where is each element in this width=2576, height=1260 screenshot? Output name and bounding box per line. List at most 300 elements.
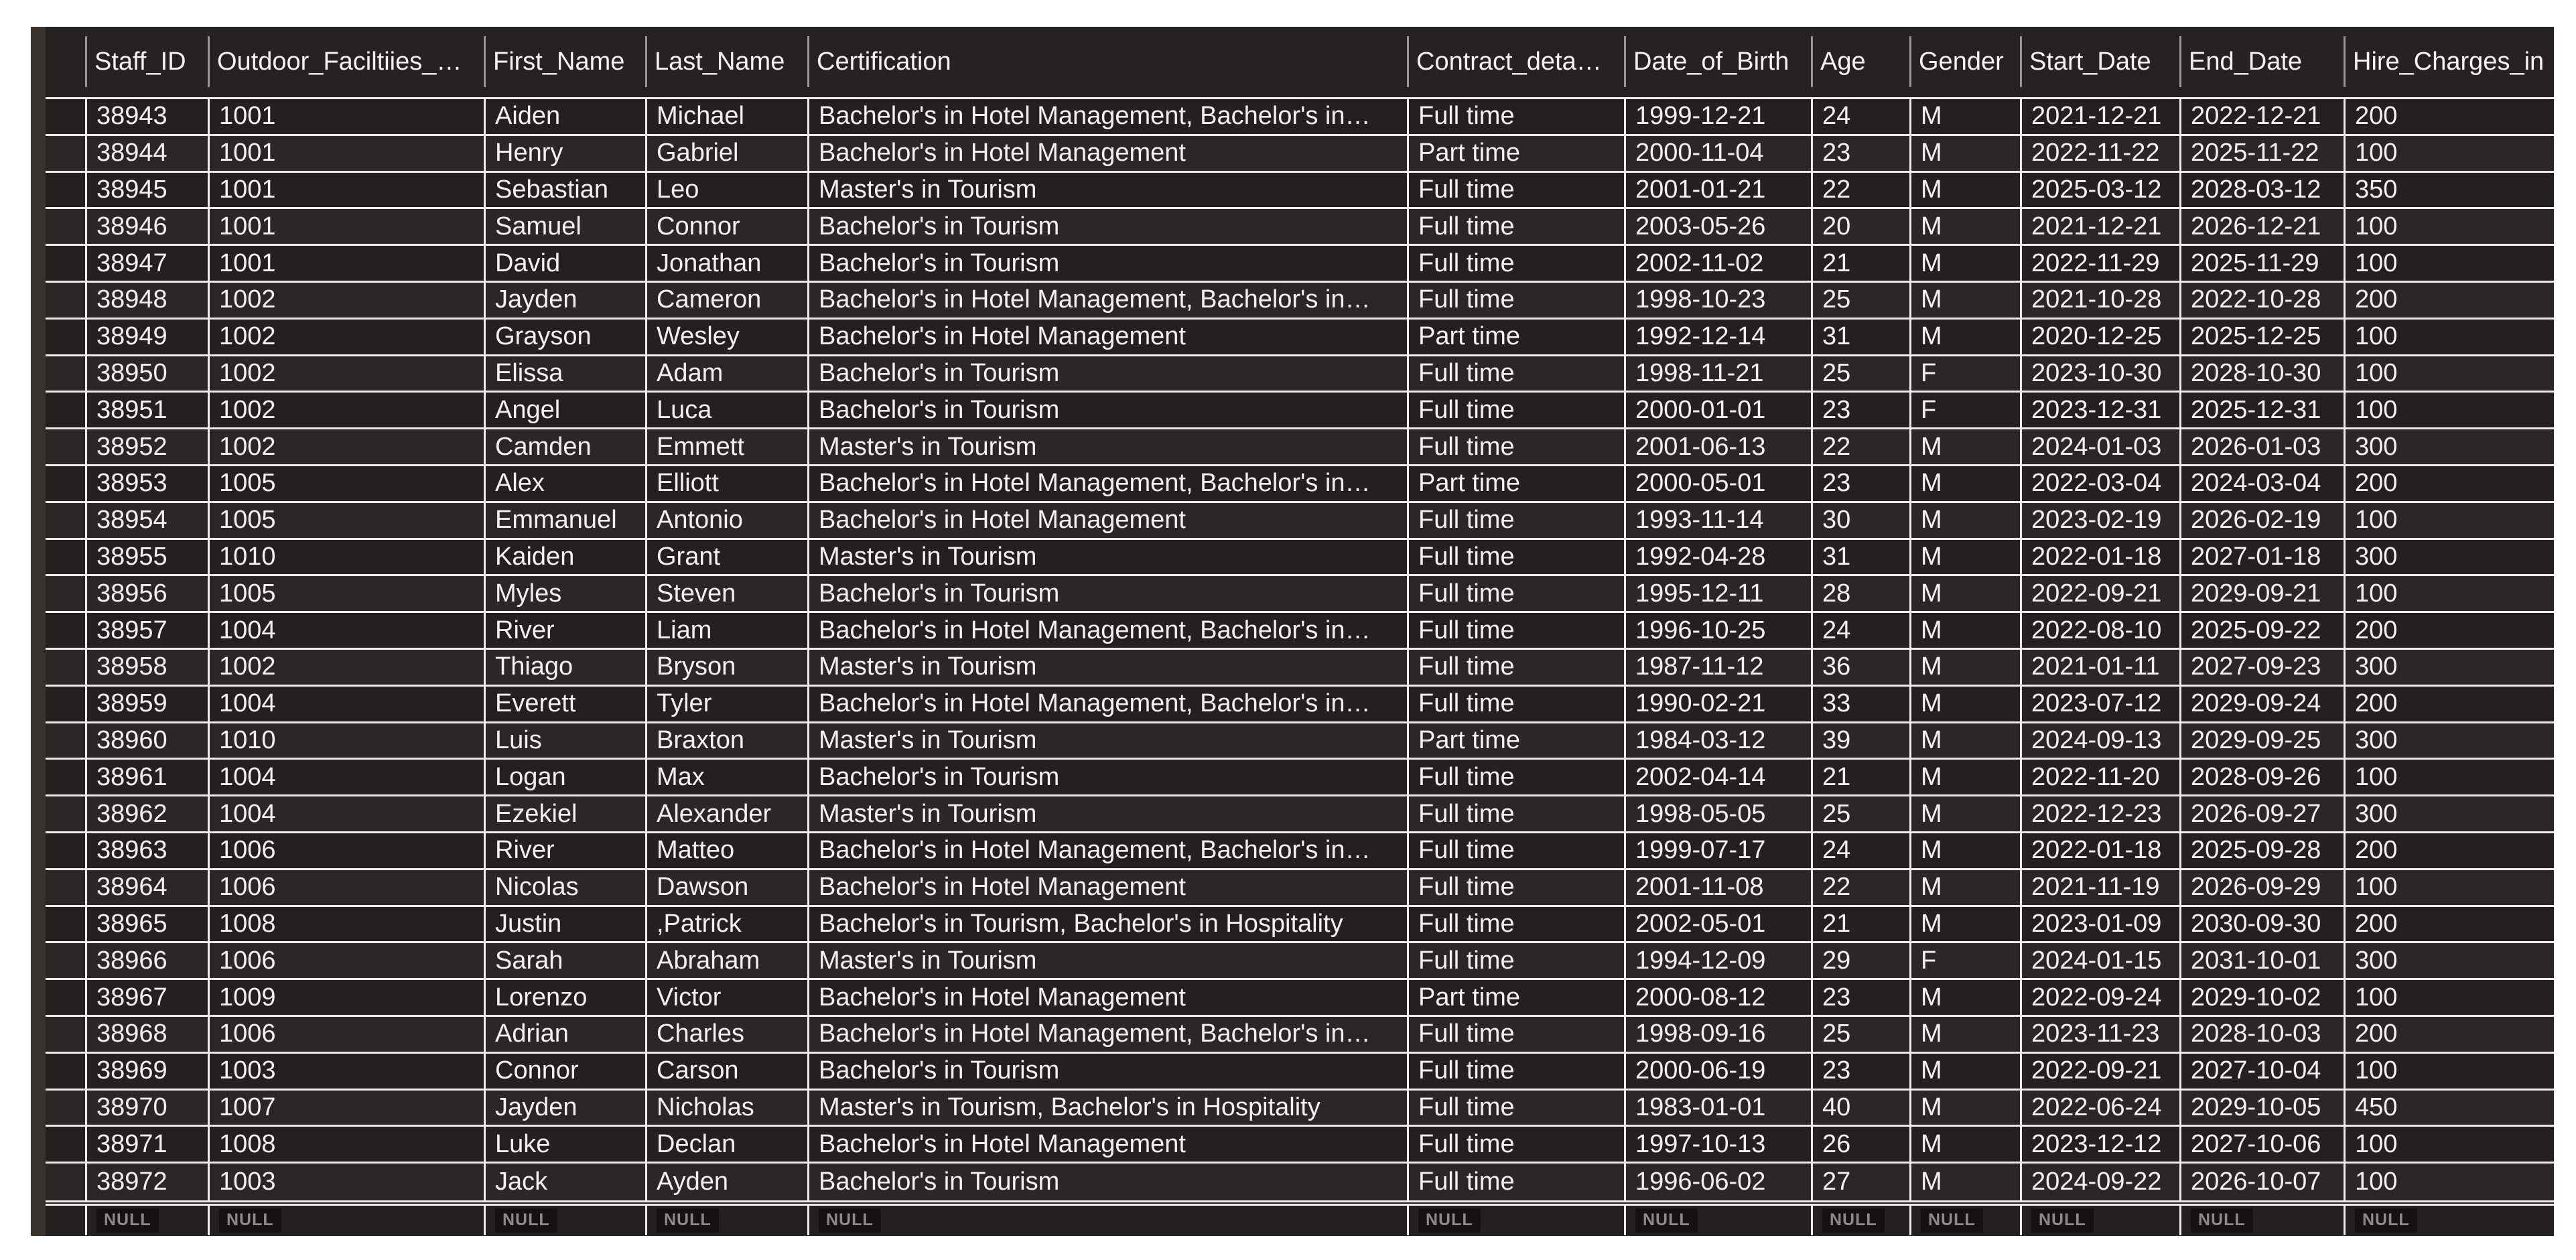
cell-end-date[interactable]: 2024-03-04 [2179,466,2344,501]
cell-contract-details[interactable]: Part time [1407,136,1624,171]
cell-end-date[interactable]: 2027-01-18 [2179,540,2344,575]
cell-date-of-birth[interactable]: 1999-12-21 [1624,99,1811,134]
cell-start-date[interactable]: 2023-07-12 [2020,687,2179,721]
cell-contract-details[interactable]: Full time [1407,613,1624,648]
cell-date-of-birth[interactable]: 2000-05-01 [1624,466,1811,501]
cell-last-name[interactable]: Alexander [645,796,807,831]
cell-certification[interactable]: Bachelor's in Hotel Management [807,503,1407,538]
cell-last-name[interactable]: Victor [645,980,807,1015]
cell-last-name[interactable]: Abraham [645,943,807,978]
cell-last-name[interactable]: Matteo [645,833,807,868]
cell-age[interactable]: 23 [1811,466,1909,501]
cell-start-date[interactable]: 2023-02-19 [2020,503,2179,538]
cell-hire-charges[interactable]: 350 [2344,173,2554,208]
cell-date-of-birth[interactable]: 1994-12-09 [1624,943,1811,978]
cell-start-date[interactable]: 2024-09-22 [2020,1164,2179,1200]
cell-last-name[interactable]: Ayden [645,1164,807,1200]
cell-certification[interactable]: Master's in Tourism [807,173,1407,208]
cell-age[interactable]: 24 [1811,99,1909,134]
cell-age[interactable]: 36 [1811,650,1909,685]
cell-last-name[interactable]: Dawson [645,870,807,905]
cell-age[interactable]: 21 [1811,760,1909,794]
cell-end-date[interactable]: 2030-09-30 [2179,907,2344,942]
cell-gender[interactable]: F [1909,943,2020,978]
cell-end-date[interactable]: 2025-11-29 [2179,246,2344,281]
cell-last-name[interactable]: Jonathan [645,246,807,281]
cell-staff-id[interactable]: 38955 [85,540,208,575]
cell-start-date[interactable]: 2021-01-11 [2020,650,2179,685]
cell-last-name[interactable]: Nicholas [645,1091,807,1125]
cell-contract-details[interactable]: Full time [1407,870,1624,905]
cell-date-of-birth[interactable]: 1992-04-28 [1624,540,1811,575]
null-cell[interactable] [645,1206,807,1235]
cell-contract-details[interactable]: Part time [1407,980,1624,1015]
cell-contract-details[interactable]: Full time [1407,796,1624,831]
cell-last-name[interactable]: Carson [645,1054,807,1089]
cell-date-of-birth[interactable]: 2002-05-01 [1624,907,1811,942]
cell-last-name[interactable]: Braxton [645,723,807,758]
cell-outdoor-facilities[interactable]: 1001 [208,209,484,244]
null-cell[interactable] [1811,1206,1909,1235]
cell-date-of-birth[interactable]: 2001-06-13 [1624,429,1811,464]
cell-last-name[interactable]: Bryson [645,650,807,685]
column-header-first-name[interactable]: First_Name [484,27,645,97]
cell-hire-charges[interactable]: 100 [2344,1127,2554,1162]
cell-outdoor-facilities[interactable]: 1004 [208,760,484,794]
cell-last-name[interactable]: Adam [645,356,807,391]
cell-end-date[interactable]: 2028-10-30 [2179,356,2344,391]
cell-outdoor-facilities[interactable]: 1001 [208,246,484,281]
cell-outdoor-facilities[interactable]: 1006 [208,833,484,868]
cell-hire-charges[interactable]: 100 [2344,1054,2554,1089]
cell-certification[interactable]: Bachelor's in Hotel Management, Bachelor's in… [807,1017,1407,1052]
cell-contract-details[interactable]: Full time [1407,760,1624,794]
null-cell[interactable] [1407,1206,1624,1235]
cell-first-name[interactable]: Ezekiel [484,796,645,831]
cell-start-date[interactable]: 2023-12-31 [2020,393,2179,427]
cell-contract-details[interactable]: Part time [1407,320,1624,354]
cell-outdoor-facilities[interactable]: 1003 [208,1054,484,1089]
cell-start-date[interactable]: 2023-12-12 [2020,1127,2179,1162]
cell-staff-id[interactable]: 38958 [85,650,208,685]
cell-certification[interactable]: Bachelor's in Hotel Management [807,136,1407,171]
cell-start-date[interactable]: 2023-10-30 [2020,356,2179,391]
cell-contract-details[interactable]: Full time [1407,943,1624,978]
cell-contract-details[interactable]: Full time [1407,283,1624,318]
cell-gender[interactable]: M [1909,540,2020,575]
cell-contract-details[interactable]: Full time [1407,576,1624,611]
null-cell[interactable] [2179,1206,2344,1235]
null-cell[interactable] [2020,1206,2179,1235]
cell-start-date[interactable]: 2022-08-10 [2020,613,2179,648]
column-header-date-of-birth[interactable]: Date_of_Birth [1624,27,1811,97]
column-header-outdoor-facilities[interactable]: Outdoor_Faciltiies_… [208,27,484,97]
cell-certification[interactable]: Bachelor's in Hotel Management [807,980,1407,1015]
cell-date-of-birth[interactable]: 1998-11-21 [1624,356,1811,391]
cell-staff-id[interactable]: 38968 [85,1017,208,1052]
cell-staff-id[interactable]: 38963 [85,833,208,868]
cell-staff-id[interactable]: 38965 [85,907,208,942]
cell-staff-id[interactable]: 38961 [85,760,208,794]
cell-first-name[interactable]: Jack [484,1164,645,1200]
cell-gender[interactable]: M [1909,687,2020,721]
cell-hire-charges[interactable]: 450 [2344,1091,2554,1125]
cell-certification[interactable]: Bachelor's in Tourism, Bachelor's in Hospitality [807,907,1407,942]
cell-staff-id[interactable]: 38945 [85,173,208,208]
cell-hire-charges[interactable]: 100 [2344,136,2554,171]
cell-last-name[interactable]: Max [645,760,807,794]
cell-first-name[interactable]: Lorenzo [484,980,645,1015]
cell-last-name[interactable]: Emmett [645,429,807,464]
cell-staff-id[interactable]: 38964 [85,870,208,905]
cell-first-name[interactable]: Connor [484,1054,645,1089]
cell-outdoor-facilities[interactable]: 1006 [208,1017,484,1052]
cell-last-name[interactable]: Declan [645,1127,807,1162]
cell-date-of-birth[interactable]: 2001-11-08 [1624,870,1811,905]
cell-certification[interactable]: Bachelor's in Hotel Management, Bachelor's in… [807,283,1407,318]
cell-last-name[interactable]: Luca [645,393,807,427]
cell-hire-charges[interactable]: 100 [2344,320,2554,354]
cell-outdoor-facilities[interactable]: 1001 [208,136,484,171]
cell-hire-charges[interactable]: 100 [2344,870,2554,905]
cell-first-name[interactable]: Grayson [484,320,645,354]
cell-end-date[interactable]: 2029-09-25 [2179,723,2344,758]
cell-start-date[interactable]: 2022-01-18 [2020,833,2179,868]
cell-age[interactable]: 25 [1811,796,1909,831]
cell-hire-charges[interactable]: 100 [2344,356,2554,391]
cell-first-name[interactable]: Sarah [484,943,645,978]
column-header-hire-charges[interactable]: Hire_Charges_in [2344,27,2554,97]
cell-end-date[interactable]: 2029-10-02 [2179,980,2344,1015]
null-cell[interactable] [208,1206,484,1235]
cell-hire-charges[interactable]: 100 [2344,503,2554,538]
cell-age[interactable]: 24 [1811,833,1909,868]
cell-date-of-birth[interactable]: 1999-07-17 [1624,833,1811,868]
cell-staff-id[interactable]: 38952 [85,429,208,464]
cell-hire-charges[interactable]: 200 [2344,833,2554,868]
cell-staff-id[interactable]: 38946 [85,209,208,244]
cell-staff-id[interactable]: 38944 [85,136,208,171]
cell-first-name[interactable]: Samuel [484,209,645,244]
cell-date-of-birth[interactable]: 2002-11-02 [1624,246,1811,281]
cell-certification[interactable]: Bachelor's in Tourism [807,393,1407,427]
cell-age[interactable]: 21 [1811,907,1909,942]
cell-last-name[interactable]: ,Patrick [645,907,807,942]
cell-outdoor-facilities[interactable]: 1004 [208,613,484,648]
column-header-staff-id[interactable]: Staff_ID [85,27,208,97]
cell-hire-charges[interactable]: 200 [2344,99,2554,134]
cell-contract-details[interactable]: Full time [1407,650,1624,685]
cell-end-date[interactable]: 2025-09-22 [2179,613,2344,648]
cell-contract-details[interactable]: Full time [1407,907,1624,942]
cell-hire-charges[interactable]: 300 [2344,723,2554,758]
cell-outdoor-facilities[interactable]: 1004 [208,796,484,831]
cell-staff-id[interactable]: 38943 [85,99,208,134]
column-header-end-date[interactable]: End_Date [2179,27,2344,97]
cell-outdoor-facilities[interactable]: 1002 [208,650,484,685]
cell-start-date[interactable]: 2021-12-21 [2020,209,2179,244]
cell-gender[interactable]: M [1909,320,2020,354]
cell-certification[interactable]: Bachelor's in Hotel Management, Bachelor's in… [807,99,1407,134]
cell-gender[interactable]: M [1909,870,2020,905]
cell-start-date[interactable]: 2020-12-25 [2020,320,2179,354]
cell-outdoor-facilities[interactable]: 1003 [208,1164,484,1200]
cell-outdoor-facilities[interactable]: 1002 [208,356,484,391]
cell-start-date[interactable]: 2022-11-22 [2020,136,2179,171]
cell-hire-charges[interactable]: 300 [2344,943,2554,978]
cell-gender[interactable]: F [1909,356,2020,391]
cell-staff-id[interactable]: 38957 [85,613,208,648]
cell-date-of-birth[interactable]: 2003-05-26 [1624,209,1811,244]
cell-first-name[interactable]: Luis [484,723,645,758]
cell-date-of-birth[interactable]: 1998-09-16 [1624,1017,1811,1052]
cell-end-date[interactable]: 2029-09-24 [2179,687,2344,721]
cell-first-name[interactable]: Logan [484,760,645,794]
cell-start-date[interactable]: 2024-01-15 [2020,943,2179,978]
cell-start-date[interactable]: 2024-09-13 [2020,723,2179,758]
cell-outdoor-facilities[interactable]: 1001 [208,173,484,208]
cell-start-date[interactable]: 2022-12-23 [2020,796,2179,831]
cell-hire-charges[interactable]: 200 [2344,687,2554,721]
cell-first-name[interactable]: Jayden [484,1091,645,1125]
cell-date-of-birth[interactable]: 1993-11-14 [1624,503,1811,538]
cell-outdoor-facilities[interactable]: 1005 [208,466,484,501]
cell-hire-charges[interactable]: 100 [2344,393,2554,427]
cell-gender[interactable]: M [1909,429,2020,464]
cell-start-date[interactable]: 2022-06-24 [2020,1091,2179,1125]
cell-hire-charges[interactable]: 200 [2344,466,2554,501]
cell-staff-id[interactable]: 38956 [85,576,208,611]
cell-first-name[interactable]: Sebastian [484,173,645,208]
cell-certification[interactable]: Bachelor's in Tourism [807,1054,1407,1089]
cell-outdoor-facilities[interactable]: 1004 [208,687,484,721]
cell-age[interactable]: 23 [1811,1054,1909,1089]
cell-outdoor-facilities[interactable]: 1010 [208,723,484,758]
cell-contract-details[interactable]: Part time [1407,723,1624,758]
cell-staff-id[interactable]: 38950 [85,356,208,391]
cell-start-date[interactable]: 2021-10-28 [2020,283,2179,318]
cell-first-name[interactable]: Justin [484,907,645,942]
cell-age[interactable]: 31 [1811,320,1909,354]
cell-certification[interactable]: Bachelor's in Hotel Management, Bachelor's in… [807,613,1407,648]
cell-contract-details[interactable]: Full time [1407,356,1624,391]
cell-outdoor-facilities[interactable]: 1002 [208,320,484,354]
cell-gender[interactable]: M [1909,907,2020,942]
cell-hire-charges[interactable]: 200 [2344,283,2554,318]
cell-first-name[interactable]: Kaiden [484,540,645,575]
null-cell[interactable] [484,1206,645,1235]
cell-contract-details[interactable]: Full time [1407,833,1624,868]
cell-contract-details[interactable]: Part time [1407,466,1624,501]
cell-outdoor-facilities[interactable]: 1007 [208,1091,484,1125]
cell-first-name[interactable]: Alex [484,466,645,501]
cell-certification[interactable]: Master's in Tourism [807,796,1407,831]
cell-age[interactable]: 23 [1811,393,1909,427]
cell-staff-id[interactable]: 38967 [85,980,208,1015]
cell-contract-details[interactable]: Full time [1407,173,1624,208]
cell-age[interactable]: 20 [1811,209,1909,244]
cell-hire-charges[interactable]: 100 [2344,209,2554,244]
cell-certification[interactable]: Bachelor's in Hotel Management, Bachelor's in… [807,687,1407,721]
cell-end-date[interactable]: 2025-11-22 [2179,136,2344,171]
cell-certification[interactable]: Master's in Tourism [807,540,1407,575]
cell-age[interactable]: 23 [1811,136,1909,171]
cell-last-name[interactable]: Elliott [645,466,807,501]
cell-start-date[interactable]: 2022-11-29 [2020,246,2179,281]
cell-age[interactable]: 40 [1811,1091,1909,1125]
cell-staff-id[interactable]: 38954 [85,503,208,538]
cell-age[interactable]: 21 [1811,246,1909,281]
cell-gender[interactable]: M [1909,760,2020,794]
cell-end-date[interactable]: 2025-12-25 [2179,320,2344,354]
cell-start-date[interactable]: 2022-09-21 [2020,576,2179,611]
cell-outdoor-facilities[interactable]: 1002 [208,283,484,318]
cell-certification[interactable]: Bachelor's in Hotel Management [807,320,1407,354]
cell-certification[interactable]: Master's in Tourism [807,723,1407,758]
null-cell[interactable] [85,1206,208,1235]
cell-certification[interactable]: Bachelor's in Tourism [807,576,1407,611]
cell-contract-details[interactable]: Full time [1407,1164,1624,1200]
cell-gender[interactable]: M [1909,246,2020,281]
cell-hire-charges[interactable]: 300 [2344,650,2554,685]
cell-gender[interactable]: M [1909,650,2020,685]
cell-certification[interactable]: Master's in Tourism [807,650,1407,685]
cell-staff-id[interactable]: 38962 [85,796,208,831]
cell-outdoor-facilities[interactable]: 1002 [208,429,484,464]
cell-last-name[interactable]: Liam [645,613,807,648]
cell-staff-id[interactable]: 38970 [85,1091,208,1125]
null-cell[interactable] [1909,1206,2020,1235]
cell-end-date[interactable]: 2026-01-03 [2179,429,2344,464]
cell-date-of-birth[interactable]: 1996-10-25 [1624,613,1811,648]
cell-contract-details[interactable]: Full time [1407,246,1624,281]
cell-contract-details[interactable]: Full time [1407,99,1624,134]
cell-end-date[interactable]: 2025-09-28 [2179,833,2344,868]
cell-age[interactable]: 24 [1811,613,1909,648]
cell-hire-charges[interactable]: 100 [2344,246,2554,281]
cell-gender[interactable]: M [1909,99,2020,134]
cell-contract-details[interactable]: Full time [1407,429,1624,464]
cell-outdoor-facilities[interactable]: 1001 [208,99,484,134]
cell-outdoor-facilities[interactable]: 1008 [208,1127,484,1162]
cell-first-name[interactable]: River [484,833,645,868]
cell-outdoor-facilities[interactable]: 1010 [208,540,484,575]
cell-age[interactable]: 39 [1811,723,1909,758]
cell-contract-details[interactable]: Full time [1407,503,1624,538]
cell-first-name[interactable]: Jayden [484,283,645,318]
cell-date-of-birth[interactable]: 2000-06-19 [1624,1054,1811,1089]
column-header-certification[interactable]: Certification [807,27,1407,97]
cell-contract-details[interactable]: Full time [1407,393,1624,427]
cell-end-date[interactable]: 2028-03-12 [2179,173,2344,208]
column-header-age[interactable]: Age [1811,27,1909,97]
cell-gender[interactable]: M [1909,209,2020,244]
cell-gender[interactable]: M [1909,796,2020,831]
new-row-placeholder[interactable] [31,1206,2554,1235]
cell-date-of-birth[interactable]: 1987-11-12 [1624,650,1811,685]
cell-hire-charges[interactable]: 200 [2344,1017,2554,1052]
cell-start-date[interactable]: 2024-01-03 [2020,429,2179,464]
cell-first-name[interactable]: Camden [484,429,645,464]
cell-outdoor-facilities[interactable]: 1002 [208,393,484,427]
cell-hire-charges[interactable]: 300 [2344,429,2554,464]
cell-first-name[interactable]: Henry [484,136,645,171]
cell-first-name[interactable]: Aiden [484,99,645,134]
cell-outdoor-facilities[interactable]: 1006 [208,870,484,905]
cell-gender[interactable]: M [1909,833,2020,868]
cell-first-name[interactable]: River [484,613,645,648]
cell-date-of-birth[interactable]: 1995-12-11 [1624,576,1811,611]
cell-age[interactable]: 28 [1811,576,1909,611]
cell-age[interactable]: 31 [1811,540,1909,575]
cell-certification[interactable]: Master's in Tourism, Bachelor's in Hospitality [807,1091,1407,1125]
cell-date-of-birth[interactable]: 1998-05-05 [1624,796,1811,831]
cell-start-date[interactable]: 2025-03-12 [2020,173,2179,208]
cell-last-name[interactable]: Connor [645,209,807,244]
cell-age[interactable]: 23 [1811,980,1909,1015]
cell-first-name[interactable]: David [484,246,645,281]
cell-contract-details[interactable]: Full time [1407,540,1624,575]
cell-start-date[interactable]: 2021-12-21 [2020,99,2179,134]
cell-date-of-birth[interactable]: 1998-10-23 [1624,283,1811,318]
cell-certification[interactable]: Bachelor's in Tourism [807,246,1407,281]
cell-first-name[interactable]: Emmanuel [484,503,645,538]
cell-hire-charges[interactable]: 100 [2344,1164,2554,1200]
cell-age[interactable]: 22 [1811,429,1909,464]
cell-hire-charges[interactable]: 100 [2344,980,2554,1015]
column-header-start-date[interactable]: Start_Date [2020,27,2179,97]
cell-end-date[interactable]: 2028-09-26 [2179,760,2344,794]
cell-staff-id[interactable]: 38953 [85,466,208,501]
cell-staff-id[interactable]: 38948 [85,283,208,318]
cell-staff-id[interactable]: 38960 [85,723,208,758]
cell-gender[interactable]: M [1909,503,2020,538]
cell-age[interactable]: 22 [1811,173,1909,208]
cell-last-name[interactable]: Steven [645,576,807,611]
cell-age[interactable]: 25 [1811,356,1909,391]
cell-start-date[interactable]: 2022-03-04 [2020,466,2179,501]
cell-staff-id[interactable]: 38971 [85,1127,208,1162]
cell-age[interactable]: 33 [1811,687,1909,721]
column-header-contract-details[interactable]: Contract_deta… [1407,27,1624,97]
cell-gender[interactable]: M [1909,466,2020,501]
cell-staff-id[interactable]: 38947 [85,246,208,281]
cell-outdoor-facilities[interactable]: 1009 [208,980,484,1015]
cell-age[interactable]: 27 [1811,1164,1909,1200]
cell-gender[interactable]: M [1909,1164,2020,1200]
cell-end-date[interactable]: 2022-10-28 [2179,283,2344,318]
cell-outdoor-facilities[interactable]: 1005 [208,503,484,538]
cell-end-date[interactable]: 2026-12-21 [2179,209,2344,244]
cell-certification[interactable]: Master's in Tourism [807,943,1407,978]
cell-date-of-birth[interactable]: 1984-03-12 [1624,723,1811,758]
cell-contract-details[interactable]: Full time [1407,209,1624,244]
cell-last-name[interactable]: Michael [645,99,807,134]
cell-hire-charges[interactable]: 100 [2344,760,2554,794]
cell-hire-charges[interactable]: 300 [2344,540,2554,575]
cell-start-date[interactable]: 2023-11-23 [2020,1017,2179,1052]
cell-staff-id[interactable]: 38966 [85,943,208,978]
cell-hire-charges[interactable]: 200 [2344,613,2554,648]
cell-start-date[interactable]: 2022-11-20 [2020,760,2179,794]
cell-date-of-birth[interactable]: 1997-10-13 [1624,1127,1811,1162]
cell-end-date[interactable]: 2026-09-27 [2179,796,2344,831]
cell-outdoor-facilities[interactable]: 1008 [208,907,484,942]
cell-start-date[interactable]: 2023-01-09 [2020,907,2179,942]
cell-contract-details[interactable]: Full time [1407,1091,1624,1125]
cell-hire-charges[interactable]: 200 [2344,907,2554,942]
cell-date-of-birth[interactable]: 1992-12-14 [1624,320,1811,354]
